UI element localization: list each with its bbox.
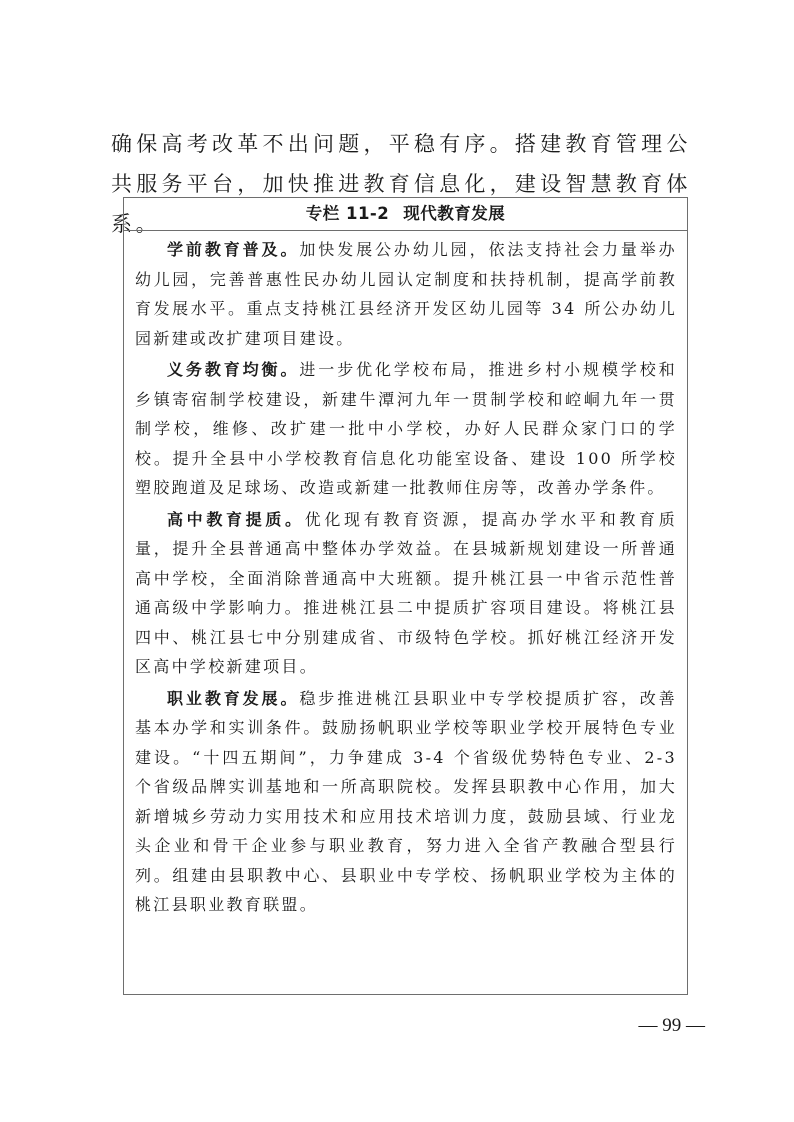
section-lead: 职业教育发展。 — [167, 688, 300, 708]
section-lead: 高中教育提质。 — [167, 509, 305, 529]
intro-text: 确保高考改革不出问题，平稳有序。搭建教育管理公共服务平台，加快推进教育信息化，建设智慧教育体系。 — [111, 132, 691, 236]
column-box — [123, 197, 688, 995]
box-body — [124, 231, 687, 920]
section-text: 加快发展公办幼儿园，依法支持社会力量举办幼儿园，完善普惠性民办幼儿园认定制度和扶持机制，提高学前教育发展水平。重点支持桃江县经济开发区幼儿园等 34 所公办幼儿园新建或改扩建项目建设。 — [135, 240, 677, 348]
section-lead: 学前教育普及。 — [167, 240, 300, 259]
section-text: 进一步优化学校布局，推进乡村小规模学校和乡镇寄宿制学校建设，新建牛潭河九年一贯制学校和崆峒九年一贯制学校，维修、改扩建一批中小学校，办好人民群众家门口的学校。提升全县中小学校教育信息化功能室设备、建设 100 所学校塑胶跑道及足球场、改造或新建一批教师住房等，改善办学条件。 — [135, 360, 677, 497]
section-compulsory — [135, 355, 677, 503]
page-number: — 99 — — [638, 1015, 705, 1036]
box-title-text: 现代教育发展 — [403, 204, 506, 223]
section-text: 优化现有教育资源，提高办学水平和教育质量，提升全县普通高中整体办学效益。在县城新规划建设一所普通高中学校，全面消除普通高中大班额。提升桃江县一中省示范性普通高级中学影响力。推进桃江县二中提质扩容项目建设。将桃江县四中、桃江县七中分别建成省、市级特色学校。抓好桃江经济开发区高中学校新建项目。 — [135, 509, 678, 676]
section-text: 稳步推进桃江县职业中专学校提质扩容，改善基本办学和实训条件。鼓励扬帆职业学校等职业学校开展特色专业建设。“十四五期间”，力争建成 3-4 个省级优势特色专业、2-3 个省级品牌实训基地和一所高职院校。发挥县职教中心作用，加大新增城乡劳动力实用技术和应用技术培训力度，鼓励县域、行业龙头企业和骨干企业参与职业教育，努力进入全省产教融合型县行列。组建由县职教中心、县职业中专学校、扬帆职业学校为主体的桃江县职业教育联盟。 — [135, 688, 677, 914]
section-vocational — [135, 684, 677, 920]
box-title-number: 专栏 11-2 — [305, 204, 390, 223]
section-high-school — [135, 505, 677, 682]
section-lead: 义务教育均衡。 — [167, 360, 300, 379]
box-title — [124, 198, 687, 231]
section-preschool — [135, 235, 677, 353]
